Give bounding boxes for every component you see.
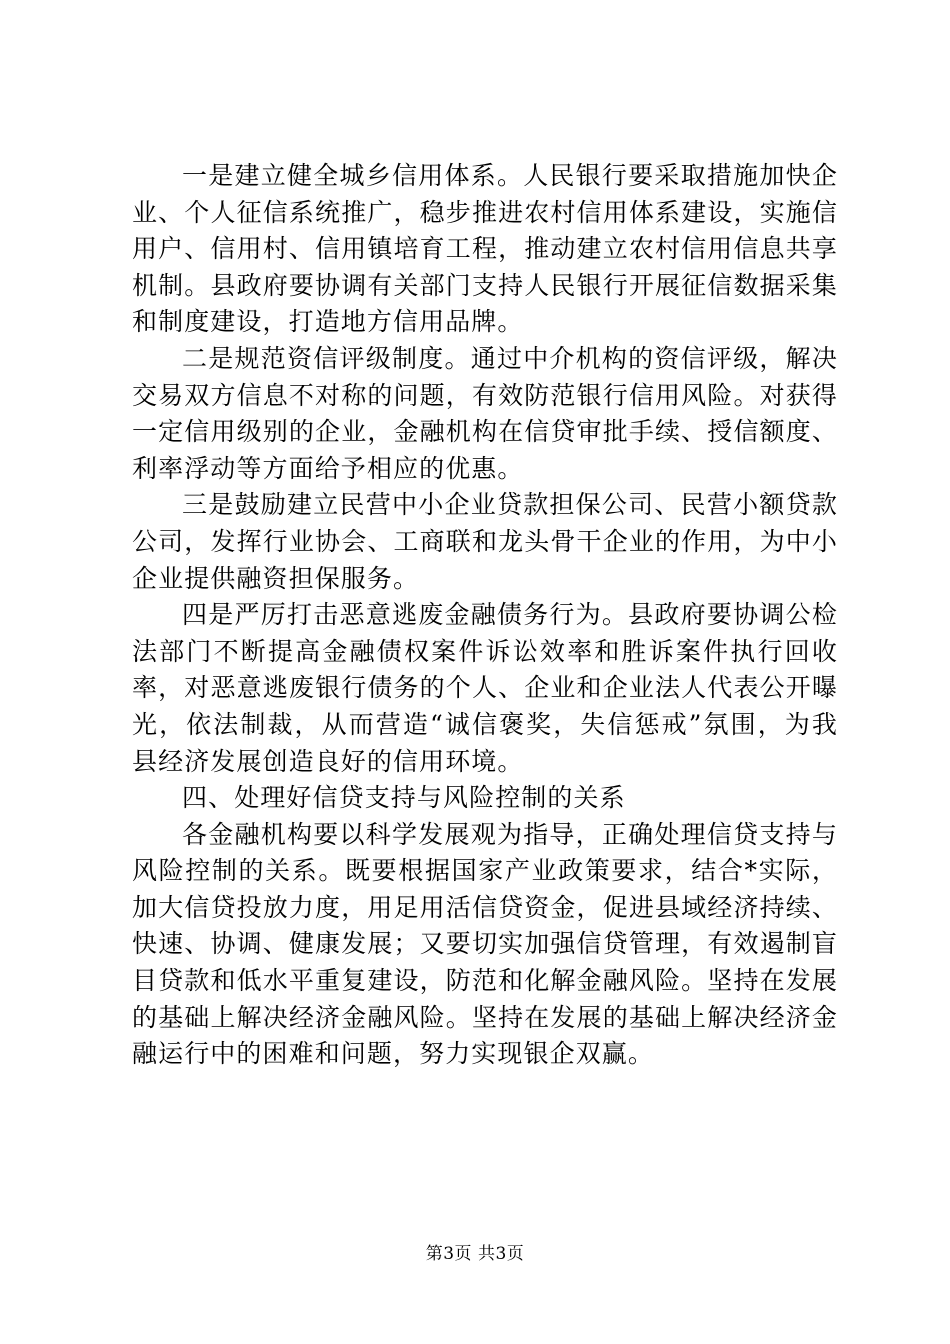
page-number-footer: 第3页 共3页 bbox=[425, 1244, 525, 1264]
section-heading: 四、处理好信贷支持与风险控制的关系 bbox=[182, 783, 626, 813]
paragraph-debt-evasion: 四是严厉打击恶意逃废金融债务行为。县政府要协调公检法部门不断提高金融债权案件诉讼效率和胜诉案件执行回收率，对恶意逃废银行债务的个人、企业和企业法人代表公开曝光，依法制裁，从而营造“诚信褒奖，失信惩戒”氛围，为我县经济发展创造良好的信用环境。 bbox=[132, 600, 838, 776]
paragraph-loan-guarantee: 三是鼓励建立民营中小企业贷款担保公司、民营小额贷款公司，发挥行业协会、工商联和龙头骨干企业的作用，为中小企业提供融资担保服务。 bbox=[132, 490, 838, 593]
document-body bbox=[132, 158, 838, 1073]
paragraph-credit-system: 一是建立健全城乡信用体系。人民银行要采取措施加快企业、个人征信系统推广，稳步推进农村信用体系建设，实施信用户、信用村、信用镇培育工程，推动建立农村信用信息共享机制。县政府要协调有关部门支持人民银行开展征信数据采集和制度建设，打造地方信用品牌。 bbox=[132, 161, 838, 337]
paragraph-credit-rating: 二是规范资信评级制度。通过中介机构的资信评级，解决交易双方信息不对称的问题，有效防范银行信用风险。对获得一定信用级别的企业，金融机构在信贷审批手续、授信额度、利率浮动等方面给予相应的优惠。 bbox=[132, 343, 838, 483]
paragraph-risk-control: 各金融机构要以科学发展观为指导，正确处理信贷支持与风险控制的关系。既要根据国家产业政策要求，结合*实际，加大信贷投放力度，用足用活信贷资金，促进县域经济持续、快速、协调、健康发展；又要切实加强信贷管理，有效遏制盲目贷款和低水平重复建设，防范和化解金融风险。坚持在发展的基础上解决经济金融风险。坚持在发展的基础上解决经济金融运行中的困难和问题，努力实现银企双赢。 bbox=[132, 819, 838, 1069]
